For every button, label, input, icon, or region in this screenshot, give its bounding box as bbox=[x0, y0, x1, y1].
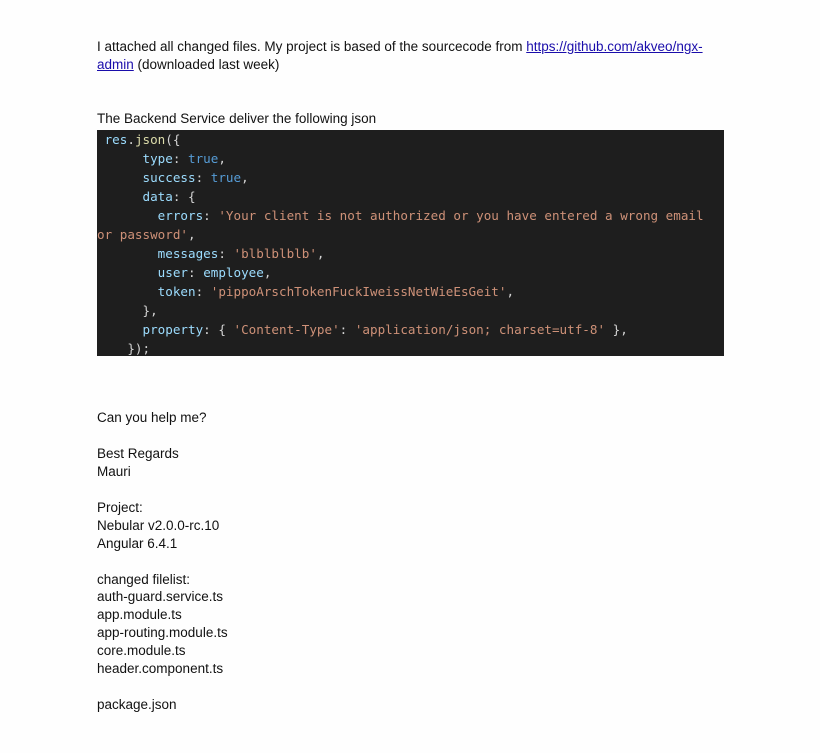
file-item: auth-guard.service.ts bbox=[97, 589, 224, 604]
file-item: app.module.ts bbox=[97, 607, 182, 622]
code-line: property: { 'Content-Type': 'application/json; charset=utf-8' }, bbox=[142, 322, 628, 337]
project-label: Project: bbox=[97, 500, 143, 515]
backend-heading: The Backend Service deliver the following json bbox=[97, 111, 377, 126]
code-line: errors: 'Your client is not authorized or you have entered a wrong email bbox=[157, 208, 704, 223]
code-block bbox=[97, 130, 724, 356]
intro-text-after: (downloaded last week) bbox=[133, 57, 280, 72]
project-item: Nebular v2.0.0-rc.10 bbox=[97, 518, 220, 533]
code-line: messages: 'blblblblb', bbox=[157, 246, 325, 261]
intro-text: I attached all changed files. My project is based of the sourcecode from bbox=[97, 39, 527, 54]
question-text: Can you help me? bbox=[97, 410, 207, 425]
intro-line-2 bbox=[97, 56, 279, 74]
filelist-label: changed filelist: bbox=[97, 572, 191, 587]
author-name: Mauri bbox=[97, 464, 131, 479]
package-file: package.json bbox=[97, 697, 177, 712]
file-item: core.module.ts bbox=[97, 643, 186, 658]
code-line: or password', bbox=[97, 227, 196, 242]
code-line: data: { bbox=[142, 189, 196, 204]
code-line: }); bbox=[127, 341, 151, 356]
file-item: app-routing.module.ts bbox=[97, 625, 228, 640]
code-line: res.json({ bbox=[104, 132, 181, 147]
code-line: }, bbox=[142, 303, 158, 318]
signoff-text: Best Regards bbox=[97, 446, 179, 461]
project-item: Angular 6.4.1 bbox=[97, 536, 178, 551]
github-link-part-2[interactable]: admin bbox=[97, 57, 134, 72]
file-item: header.component.ts bbox=[97, 661, 224, 676]
intro-line-1 bbox=[97, 38, 703, 56]
code-line: type: true, bbox=[142, 151, 226, 166]
code-line: success: true, bbox=[142, 170, 249, 185]
code-line: token: 'pippoArschTokenFuckIweissNetWieEsGeit', bbox=[157, 284, 515, 299]
code-line: user: employee, bbox=[157, 265, 272, 280]
github-link-part-1[interactable]: https://github.com/akveo/ngx- bbox=[526, 39, 703, 54]
